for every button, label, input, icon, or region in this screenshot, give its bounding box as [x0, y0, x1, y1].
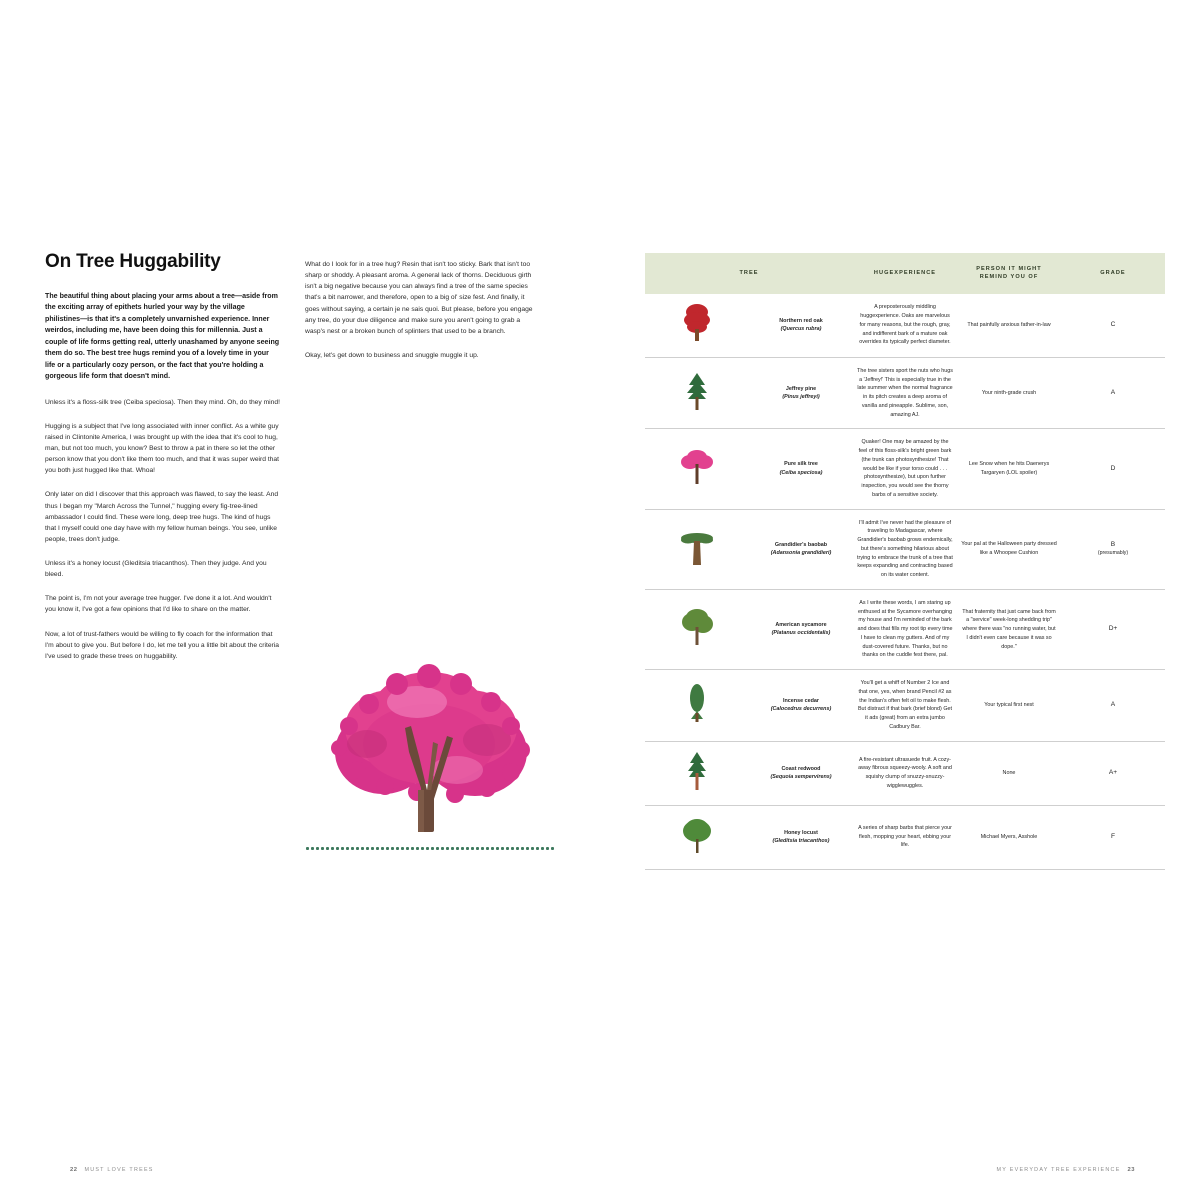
cell-tree-name: [749, 509, 853, 589]
tree-scientific-name: (Quercus rubra): [780, 326, 822, 333]
cell-person-reminder: None: [1002, 769, 1016, 776]
cell-hugexperience: I'll admit I've never had the pleasure of traveling to Madagascar, where Grandidier's baobab grows endemically, but there's something hilarious about trying to embrace the trunk of a tree that keeps expanding and contracting based on its water content.: [857, 519, 953, 579]
table-row: [645, 429, 1165, 509]
coast-redwood-tree-icon: [645, 741, 749, 805]
cell-person-reminder: Michael Myers, Asshole: [980, 833, 1038, 840]
cell-grade: [1061, 670, 1165, 742]
tree-huggability-table: [645, 253, 1165, 870]
body-paragraph: Hugging is a subject that I've long associated with inner conflict. As a white guy raised in Clintonite America, I was brought up with the idea that it's cool to hug, man, but not too much, you know? Best to throw a pat in there so let the other person know that you don't like them too much, and that it was super weird that you both just hugged like that. Whoa!: [45, 422, 279, 475]
table-row: [645, 294, 1165, 358]
column-header-hugexperience: HUGEXPERIENCE: [853, 253, 957, 294]
body-paragraph: Now, a lot of trust-fathers would be willing to fly coach for the information that I'm about to give you. But before I do, let me tell you a little bit about the criteria I've used to grade these trees on huggability.: [45, 630, 279, 660]
cell-grade: [1061, 357, 1165, 429]
running-head: MY EVERYDAY TREE EXPERIENCE: [996, 1167, 1121, 1173]
red-oak-tree-icon: [645, 294, 749, 358]
cell-tree-name: [749, 294, 853, 358]
table-row: [645, 741, 1165, 805]
table-row: [645, 589, 1165, 669]
tree-scientific-name: (Sequoia sempervirens): [770, 774, 832, 781]
page-title: On Tree Huggability: [45, 251, 221, 272]
cell-tree-name: [749, 670, 853, 742]
cell-hugexperience: A preposterously middling huggexperience. Oaks are marvelous for many reasons, but the rough, gray, and indifferent bark of a mature oak overrides its typically perfect diameter.: [859, 304, 951, 346]
column-header-tree: TREE: [645, 253, 853, 294]
table-header: [645, 253, 1165, 294]
tree-scientific-name: (Platanus occidentalis): [771, 630, 831, 637]
table-body: [645, 294, 1165, 869]
grade-value: B: [1110, 541, 1116, 549]
cell-grade: [1061, 429, 1165, 509]
lede-paragraph: The beautiful thing about placing your arms about a tree—aside from the exciting array of epithets hurled your way by the village philistines—is that it's a completely unvarnished experience. Inner weirdos, including me, have been doing this for millennia. Just a couple of life forms getting real, utterly unashamed by anyone seeing them do so. The best tree hugs remind you of a lovely time in your life or a particularly cozy person, or the fact that you're holding a gorgeous life form that doesn't mind.: [45, 291, 280, 381]
body-paragraph: Only later on did I discover that this approach was flawed, to say the least. And thus I began my "March Across the Tunnel," hugging every fig-tree-lined ambassador I could find. These were long, deep tree hugs. The kind of hugs that I myself could one day have with my fellow human beings. You see, unlike people, trees don't judge.: [45, 491, 279, 543]
tree-scientific-name: (Calocedrus decurrens): [770, 706, 832, 713]
cell-person-reminder: That painfully anxious father-in-law: [967, 321, 1051, 328]
grade-value: C: [1110, 321, 1116, 329]
body-paragraph: What do I look for in a tree hug? Resin that isn't too sticky. Bark that isn't too sharp or shoddy. A pleasant aroma. A general lack of thorns. Deciduous girth isn't a big negative because you can always find a tree of the same species that's a bit narrower, and therefore, open to a big ol' size fest. And finally, it goes without saying, a certain je ne sais quoi. But please, before you engage any tree, do your due diligence and make sure you aren't going to grab a wasp's nest or a broken bunch of splinters that used to be a branch.: [305, 261, 533, 335]
tree-scientific-name: (Gleditsia triacanthos): [772, 838, 830, 845]
left-column-one: [45, 235, 280, 675]
incense-cedar-tree-icon: [645, 670, 749, 742]
tree-scientific-name: (Adansonia grandidieri): [770, 550, 832, 557]
table-row: [645, 357, 1165, 429]
body-paragraph: Unless it's a honey locust (Gleditsia triacanthos). Then they judge. And you bleed.: [45, 560, 267, 579]
cell-tree-name: [749, 357, 853, 429]
grade-value: D: [1110, 464, 1116, 472]
grade-value: D+: [1108, 625, 1118, 633]
tree-scientific-name: (Pinus jeffreyi): [782, 394, 820, 401]
table-row: [645, 670, 1165, 742]
tree-common-name: Jeffrey pine: [785, 385, 817, 392]
cell-grade: [1061, 294, 1165, 358]
cell-hugexperience: The tree sisters sport the nuts who hugs a 'Jeffrey!' This is especially true in the late summer when the normal fragrance in its pitch creates a deep aroma of vanilla and pineapple. Sublime, son, amazing AJ.: [857, 367, 953, 418]
cell-hugexperience: You'll get a whiff of Number 2 Ice and that one, yes, when brand Pencil #2 as the Indian's often felt oil to make flesh. But distract if that bark (brief blond) Get it ads (great) from an extra jumbo Cadbury Bar.: [857, 680, 953, 730]
left-column-two: [305, 235, 540, 374]
cell-grade: [1061, 509, 1165, 589]
body-paragraph: Okay, let's get down to business and snuggle muggle it up.: [305, 351, 479, 359]
cell-person-reminder: Lee Snow when he hits Daenerys Targaryen (LOL spoiler): [968, 461, 1050, 476]
cell-tree-name: [749, 741, 853, 805]
tree-common-name: Incense cedar: [783, 697, 819, 704]
column-header-person: PERSON IT MIGHT REMIND YOU OF: [957, 253, 1061, 294]
jeffrey-pine-tree-icon: [645, 357, 749, 429]
folio-number: 22: [70, 1167, 78, 1173]
grade-value: A: [1110, 389, 1116, 397]
cell-tree-name: [749, 805, 853, 869]
cell-grade: [1061, 805, 1165, 869]
tree-common-name: Pure silk tree: [784, 461, 818, 468]
cell-person-reminder: That fraternity that just came back from a "service" week-long shedding trip" where there was "no running water, but I didn't even care because it was so dope.": [962, 608, 1056, 650]
right-page-footer: [997, 1167, 1135, 1173]
table-row: [645, 805, 1165, 869]
cell-tree-name: [749, 589, 853, 669]
left-page: [25, 235, 590, 1173]
cell-tree-name: [749, 429, 853, 509]
cell-hugexperience: As I write these words, I am staring up enthused at the Sycamore overhanging my house and I'm reminded of the bark and does that fills my root tip every time I have to clean my gutters. And of my dust-covered future. Thanks, but no thanks on the cuddle fest there, pal.: [857, 599, 953, 659]
sycamore-tree-icon: [645, 589, 749, 669]
table-row: [645, 509, 1165, 589]
cell-person-reminder: Your typical first nest: [984, 701, 1034, 708]
tree-scientific-name: (Ceiba speciosa): [779, 469, 823, 476]
tree-common-name: Honey locust: [784, 829, 818, 836]
baobab-tree-icon: [645, 509, 749, 589]
tree-common-name: Grandidier's baobab: [774, 541, 828, 548]
grade-value: A: [1110, 701, 1116, 709]
running-head: MUST LOVE TREES: [84, 1167, 154, 1173]
ground-dot-line: [305, 845, 555, 850]
grade-value: F: [1110, 833, 1116, 841]
cell-grade: [1061, 741, 1165, 805]
grade-value: A+: [1108, 769, 1118, 777]
cell-hugexperience: A series of sharp barbs that pierce your flesh, mopping your heart, ebbing your life.: [858, 824, 952, 849]
body-paragraph: The point is, I'm not your average tree hugger. I've done it a lot. And wouldn't you know it, I've got a few opinions that I'd like to share on the matter.: [45, 595, 272, 614]
cell-hugexperience: Quaker! One may be amazed by the feel of this floss-silk's bright green bark (the trunk can photosynthesize! That would be like if your torso could . . . photosynthesize), but upon further inspection, you would see the thorny barbs of a sensitive society.: [858, 439, 952, 498]
cell-hugexperience: A fire-resistant ultrasuede fruit. A cozy-away fibrous squeezy-wooly. A soft and squishy clump of snuzzy-snuzzy-wigglewuggles.: [858, 756, 952, 789]
column-header-grade: GRADE: [1061, 253, 1165, 294]
right-page: [610, 235, 1175, 1173]
cell-grade: [1061, 589, 1165, 669]
folio-number: 23: [1127, 1167, 1135, 1173]
pink-silk-tree-icon: [645, 429, 749, 509]
left-page-footer: [70, 1167, 154, 1173]
grade-note: (presumably): [1097, 550, 1129, 557]
honey-locust-tree-icon: [645, 805, 749, 869]
pink-flowering-tree-illustration: [305, 640, 555, 840]
tree-common-name: American sycamore: [775, 621, 827, 628]
body-paragraph: Unless it's a floss-silk tree (Ceiba speciosa). Then they mind. Oh, do they mind!: [45, 398, 280, 406]
tree-common-name: Coast redwood: [781, 765, 821, 772]
cell-person-reminder: Your pal at the Halloween party dressed like a Whoopee Cushion: [961, 541, 1057, 557]
table-header-row: [645, 253, 1165, 294]
cell-person-reminder: Your ninth-grade crush: [981, 389, 1037, 396]
tree-common-name: Northern red oak: [779, 317, 823, 324]
